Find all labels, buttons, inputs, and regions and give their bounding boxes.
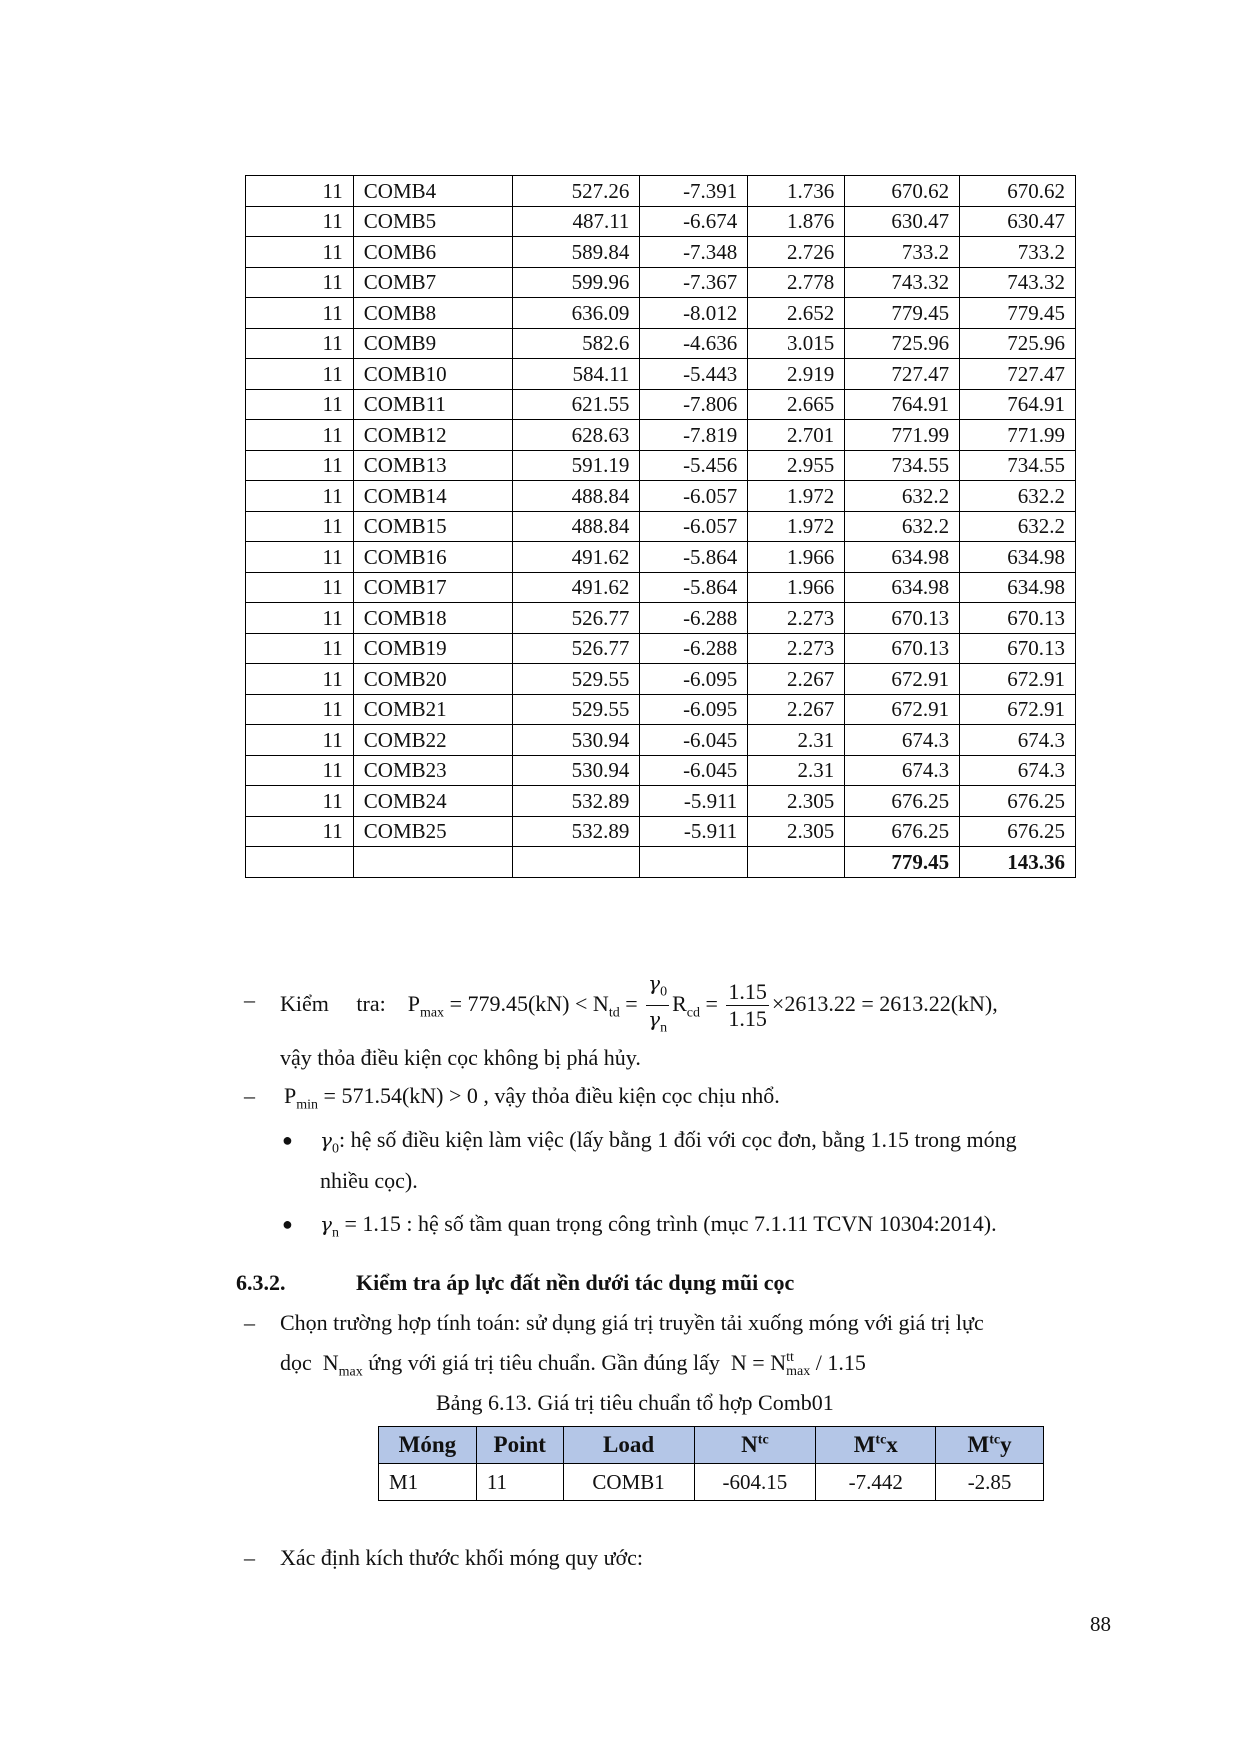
cell-point: 11 xyxy=(246,420,354,451)
bullet-gamma0-text: : hệ số điều kiện làm việc (lấy bằng 1 đối với cọc đơn, bằng 1.15 trong móng xyxy=(338,1127,1017,1152)
cell-value-2: -6.095 xyxy=(640,664,748,695)
cell-value-5: 632.2 xyxy=(960,481,1076,512)
cell-combo: COMB8 xyxy=(353,298,512,329)
cell-combo: COMB12 xyxy=(353,420,512,451)
ntt-sup: tt xyxy=(786,1349,794,1365)
cell-value-1: 628.63 xyxy=(512,420,640,451)
cell-combo: COMB16 xyxy=(353,542,512,573)
cell-mong: M1 xyxy=(379,1464,477,1501)
ntt-sub: max xyxy=(786,1363,811,1379)
cell-combo: COMB14 xyxy=(353,481,512,512)
eq-part-2: = xyxy=(619,990,644,1016)
cell-value-5: 672.91 xyxy=(960,664,1076,695)
cell-combo: COMB11 xyxy=(353,389,512,420)
cell-value-5: 779.45 xyxy=(960,298,1076,329)
cell-value-1: 584.11 xyxy=(512,359,640,390)
cell-value-1: 487.11 xyxy=(512,206,640,237)
cell-point: 11 xyxy=(246,603,354,634)
table-row xyxy=(246,267,1076,298)
cell-value-3: 2.267 xyxy=(748,664,845,695)
cell-point: 11 xyxy=(246,267,354,298)
choose-text-a: dọc N xyxy=(280,1350,339,1375)
cell-point: 11 xyxy=(246,359,354,390)
cell-value-1: 488.84 xyxy=(512,511,640,542)
cell-value-5: 725.96 xyxy=(960,328,1076,359)
r-sub: cd xyxy=(686,1005,700,1021)
cell-value-2: -7.348 xyxy=(640,237,748,268)
cell-value-4: 672.91 xyxy=(845,694,960,725)
ratio-bottom: 1.15 xyxy=(728,1006,767,1032)
cell-value-3: 1.972 xyxy=(748,511,845,542)
header-n: N xyxy=(741,1432,758,1457)
cell-value-5: 632.2 xyxy=(960,511,1076,542)
khoi-mong-line: Xác định kích thước khối móng quy ước: xyxy=(280,1545,643,1570)
summary-max: 779.45 xyxy=(845,847,960,878)
choose-case-line-2 xyxy=(280,1350,866,1380)
summary-second: 143.36 xyxy=(960,847,1076,878)
table-row xyxy=(246,450,1076,481)
cell-value-3: 2.273 xyxy=(748,603,845,634)
cell-point: 11 xyxy=(246,511,354,542)
cell-value-4: 670.13 xyxy=(845,633,960,664)
cell-point: 11 xyxy=(246,389,354,420)
cell-ntc: -604.15 xyxy=(694,1464,816,1501)
dash-marker: – xyxy=(244,987,255,1012)
ratio-top: 1.15 xyxy=(728,979,767,1005)
gamman-sub: n xyxy=(331,1225,339,1241)
cell-value-5: 670.13 xyxy=(960,603,1076,634)
cell-value-4: 632.2 xyxy=(845,511,960,542)
cell-value-3: 1.876 xyxy=(748,206,845,237)
table-row xyxy=(246,481,1076,512)
p-sub: min xyxy=(296,1097,319,1113)
cell-point: 11 xyxy=(246,450,354,481)
cell-value-3: 2.778 xyxy=(748,267,845,298)
cell-value-1: 491.62 xyxy=(512,572,640,603)
cell-value-4: 725.96 xyxy=(845,328,960,359)
cell-value-3: 2.267 xyxy=(748,694,845,725)
cell-combo: COMB23 xyxy=(353,755,512,786)
cell-point: 11 xyxy=(246,786,354,817)
cell-value-1: 582.6 xyxy=(512,328,640,359)
cell-value-5: 670.62 xyxy=(960,176,1076,207)
cell-combo: COMB10 xyxy=(353,359,512,390)
table-row xyxy=(246,633,1076,664)
bullet-gamma0-continued: nhiều cọc). xyxy=(320,1168,418,1193)
table-row xyxy=(246,572,1076,603)
gamman-sub: n xyxy=(660,1020,668,1036)
gamma0-symbol: γ xyxy=(648,971,661,995)
cell-value-5: 634.98 xyxy=(960,542,1076,573)
header-mx: M xyxy=(853,1432,876,1457)
cell-value-2: -5.911 xyxy=(640,816,748,847)
cell-value-4: 734.55 xyxy=(845,450,960,481)
cell-point: 11 xyxy=(246,572,354,603)
cell-value-5: 727.47 xyxy=(960,359,1076,390)
cell-value-5: 734.55 xyxy=(960,450,1076,481)
table-row xyxy=(246,816,1076,847)
table-row xyxy=(246,542,1076,573)
cell-value-1: 529.55 xyxy=(512,694,640,725)
table-row xyxy=(246,664,1076,695)
header-load: Load xyxy=(563,1427,694,1464)
eq-tail: ×2613.22 = 2613.22(kN), xyxy=(771,990,998,1016)
gamman-symbol: γ xyxy=(648,1007,661,1032)
cell-combo: COMB13 xyxy=(353,450,512,481)
cell-value-4: 672.91 xyxy=(845,664,960,695)
cell-value-2: -6.674 xyxy=(640,206,748,237)
cell-value-5: 630.47 xyxy=(960,206,1076,237)
cell-value-1: 532.89 xyxy=(512,816,640,847)
cell-point: 11 xyxy=(246,176,354,207)
cell-value-3: 2.305 xyxy=(748,816,845,847)
cell-value-1: 589.84 xyxy=(512,237,640,268)
cell-combo: COMB6 xyxy=(353,237,512,268)
cell-value-4: 676.25 xyxy=(845,786,960,817)
cell-point: 11 xyxy=(246,328,354,359)
cell-value-2: -6.045 xyxy=(640,755,748,786)
cell-combo: COMB7 xyxy=(353,267,512,298)
cell-value-3: 2.273 xyxy=(748,633,845,664)
cell-combo: COMB9 xyxy=(353,328,512,359)
check-lead: Kiểm tra: xyxy=(280,990,386,1016)
cell-mtcx: -7.442 xyxy=(816,1464,936,1501)
gamma0-sub: 0 xyxy=(331,1141,339,1157)
r-symbol: R xyxy=(672,990,687,1016)
cell-value-3: 3.015 xyxy=(748,328,845,359)
cell-value-5: 672.91 xyxy=(960,694,1076,725)
table-row xyxy=(246,176,1076,207)
cell-value-1: 621.55 xyxy=(512,389,640,420)
header-mtcy xyxy=(936,1427,1044,1464)
cell-value-3: 1.736 xyxy=(748,176,845,207)
choose-text-c: / 1.15 xyxy=(810,1350,866,1375)
cell-value-4: 743.32 xyxy=(845,267,960,298)
dash-marker: – xyxy=(244,1083,255,1108)
header-mtcx xyxy=(816,1427,936,1464)
nmax-sub: max xyxy=(338,1364,363,1380)
cell-value-3: 2.305 xyxy=(748,786,845,817)
page-number: 88 xyxy=(1090,1612,1111,1636)
bullet-dot: ● xyxy=(282,1130,293,1150)
cell-value-4: 779.45 xyxy=(845,298,960,329)
cell-combo: COMB4 xyxy=(353,176,512,207)
empty-cell xyxy=(246,847,354,878)
cell-point: 11 xyxy=(246,816,354,847)
cell-combo: COMB24 xyxy=(353,786,512,817)
section-title: Kiểm tra áp lực đất nền dưới tác dụng mũi cọc xyxy=(356,1270,795,1295)
cell-combo: COMB25 xyxy=(353,816,512,847)
cell-combo: COMB15 xyxy=(353,511,512,542)
cell-point: 11 xyxy=(246,481,354,512)
table-caption: Bảng 6.13. Giá trị tiêu chuẩn tổ hợp Comb01 xyxy=(436,1390,834,1415)
cell-value-3: 2.701 xyxy=(748,420,845,451)
cell-value-1: 530.94 xyxy=(512,725,640,756)
cell-point: 11 xyxy=(246,755,354,786)
cell-value-4: 634.98 xyxy=(845,572,960,603)
gamma0-symbol: γ xyxy=(320,1128,332,1152)
p-symbol: P xyxy=(284,1083,297,1108)
check-pmin xyxy=(284,1083,780,1113)
table-row xyxy=(246,725,1076,756)
cell-value-1: 526.77 xyxy=(512,633,640,664)
empty-cell xyxy=(748,847,845,878)
cell-value-2: -4.636 xyxy=(640,328,748,359)
header-point: Point xyxy=(476,1427,563,1464)
cell-value-2: -5.911 xyxy=(640,786,748,817)
check-pmax-formula xyxy=(280,970,998,1042)
cell-value-4: 676.25 xyxy=(845,816,960,847)
bullet-dot: ● xyxy=(282,1214,293,1234)
check-pmin-text: = 571.54(kN) > 0 , vậy thỏa điều kiện cọc chịu nhổ. xyxy=(318,1083,780,1108)
dash-marker: – xyxy=(244,1310,255,1335)
cell-combo: COMB21 xyxy=(353,694,512,725)
cell-value-1: 529.55 xyxy=(512,664,640,695)
bullet-gamman-text: = 1.15 : hệ số tầm quan trọng công trình (mục 7.1.11 TCVN 10304:2014). xyxy=(338,1211,997,1236)
table-row xyxy=(246,389,1076,420)
table-row xyxy=(246,786,1076,817)
empty-cell xyxy=(512,847,640,878)
cell-value-3: 2.919 xyxy=(748,359,845,390)
cell-value-4: 771.99 xyxy=(845,420,960,451)
combination-table xyxy=(245,175,1076,878)
cell-value-3: 1.972 xyxy=(748,481,845,512)
cell-value-1: 491.62 xyxy=(512,542,640,573)
cell-value-2: -6.045 xyxy=(640,725,748,756)
standard-values-table xyxy=(378,1426,1044,1501)
cell-combo: COMB19 xyxy=(353,633,512,664)
cell-value-5: 674.3 xyxy=(960,755,1076,786)
cell-value-5: 674.3 xyxy=(960,725,1076,756)
table-row xyxy=(246,603,1076,634)
cell-point: 11 xyxy=(246,298,354,329)
cell-value-5: 670.13 xyxy=(960,633,1076,664)
table-row xyxy=(246,298,1076,329)
cell-value-2: -8.012 xyxy=(640,298,748,329)
cell-value-4: 764.91 xyxy=(845,389,960,420)
cell-combo: COMB5 xyxy=(353,206,512,237)
cell-value-2: -6.095 xyxy=(640,694,748,725)
cell-value-5: 733.2 xyxy=(960,237,1076,268)
check-pmax-conclusion: vậy thỏa điều kiện cọc không bị phá hủy. xyxy=(280,1045,641,1070)
cell-point: 11 xyxy=(246,542,354,573)
cell-point: 11 xyxy=(246,206,354,237)
cell-value-2: -7.806 xyxy=(640,389,748,420)
cell-point: 11 xyxy=(246,237,354,268)
cell-value-5: 676.25 xyxy=(960,786,1076,817)
header-ntc xyxy=(694,1427,816,1464)
table-row xyxy=(246,755,1076,786)
empty-cell xyxy=(640,847,748,878)
section-number: 6.3.2. xyxy=(236,1270,286,1295)
cell-value-2: -5.456 xyxy=(640,450,748,481)
table-header-row xyxy=(379,1427,1044,1464)
cell-value-2: -6.288 xyxy=(640,633,748,664)
cell-value-2: -6.288 xyxy=(640,603,748,634)
cell-point: 11 xyxy=(246,633,354,664)
cell-value-4: 727.47 xyxy=(845,359,960,390)
table-row xyxy=(246,328,1076,359)
table-row xyxy=(246,420,1076,451)
n-sub: td xyxy=(608,1005,620,1021)
cell-value-3: 2.955 xyxy=(748,450,845,481)
header-mong: Móng xyxy=(379,1427,477,1464)
cell-value-1: 636.09 xyxy=(512,298,640,329)
gamma-fraction xyxy=(646,970,669,1042)
cell-value-4: 670.13 xyxy=(845,603,960,634)
cell-value-2: -7.391 xyxy=(640,176,748,207)
cell-value-4: 670.62 xyxy=(845,176,960,207)
cell-value-5: 676.25 xyxy=(960,816,1076,847)
gamma0-sub: 0 xyxy=(660,984,668,1000)
cell-value-2: -7.819 xyxy=(640,420,748,451)
cell-value-1: 599.96 xyxy=(512,267,640,298)
cell-value-2: -7.367 xyxy=(640,267,748,298)
gamman-symbol: γ xyxy=(320,1212,332,1236)
choose-text-b: ứng với giá trị tiêu chuẩn. Gần đúng lấy N = N xyxy=(362,1350,787,1375)
cell-point: 11 xyxy=(246,725,354,756)
cell-value-2: -5.864 xyxy=(640,572,748,603)
p-symbol: P xyxy=(407,990,420,1016)
cell-combo: COMB17 xyxy=(353,572,512,603)
table-row xyxy=(246,359,1076,390)
table-row xyxy=(246,511,1076,542)
cell-load: COMB1 xyxy=(563,1464,694,1501)
cell-value-3: 1.966 xyxy=(748,572,845,603)
table-row xyxy=(246,206,1076,237)
cell-point: 11 xyxy=(476,1464,563,1501)
cell-value-3: 2.726 xyxy=(748,237,845,268)
cell-value-1: 488.84 xyxy=(512,481,640,512)
cell-value-1: 526.77 xyxy=(512,603,640,634)
table-row xyxy=(246,694,1076,725)
cell-combo: COMB22 xyxy=(353,725,512,756)
cell-value-3: 2.665 xyxy=(748,389,845,420)
cell-value-2: -5.864 xyxy=(640,542,748,573)
cell-value-1: 527.26 xyxy=(512,176,640,207)
cell-mtcy: -2.85 xyxy=(936,1464,1044,1501)
cell-value-4: 674.3 xyxy=(845,725,960,756)
cell-combo: COMB18 xyxy=(353,603,512,634)
header-my-sup: tc xyxy=(989,1432,1001,1448)
dash-marker: – xyxy=(244,1545,255,1570)
header-mx-suffix: x xyxy=(886,1432,898,1457)
cell-combo: COMB20 xyxy=(353,664,512,695)
header-mx-sup: tc xyxy=(875,1432,887,1448)
cell-value-2: -6.057 xyxy=(640,511,748,542)
cell-value-3: 2.31 xyxy=(748,755,845,786)
summary-row xyxy=(246,847,1076,878)
cell-value-3: 2.31 xyxy=(748,725,845,756)
bullet-gamma0 xyxy=(320,1127,1017,1157)
header-my-suffix: y xyxy=(1000,1432,1012,1457)
table-row xyxy=(246,237,1076,268)
cell-point: 11 xyxy=(246,694,354,725)
empty-cell xyxy=(353,847,512,878)
cell-value-3: 1.966 xyxy=(748,542,845,573)
header-my: M xyxy=(967,1432,990,1457)
eq-part-3: = xyxy=(699,990,724,1016)
cell-value-1: 591.19 xyxy=(512,450,640,481)
eq-part-1: = 779.45(kN) < N xyxy=(444,990,609,1016)
cell-value-4: 632.2 xyxy=(845,481,960,512)
cell-point: 11 xyxy=(246,664,354,695)
header-n-sup: tc xyxy=(757,1432,769,1448)
bullet-gamman xyxy=(320,1211,997,1241)
cell-value-1: 532.89 xyxy=(512,786,640,817)
choose-case-line-1: Chọn trường hợp tính toán: sử dụng giá trị truyền tải xuống móng với giá trị lực xyxy=(280,1310,984,1335)
cell-value-4: 634.98 xyxy=(845,542,960,573)
cell-value-5: 764.91 xyxy=(960,389,1076,420)
cell-value-3: 2.652 xyxy=(748,298,845,329)
cell-value-5: 634.98 xyxy=(960,572,1076,603)
cell-value-2: -5.443 xyxy=(640,359,748,390)
cell-value-4: 733.2 xyxy=(845,237,960,268)
p-sub: max xyxy=(419,1005,445,1021)
ratio-fraction xyxy=(726,979,769,1032)
cell-value-4: 674.3 xyxy=(845,755,960,786)
cell-value-2: -6.057 xyxy=(640,481,748,512)
cell-value-4: 630.47 xyxy=(845,206,960,237)
table-row xyxy=(379,1464,1044,1501)
cell-value-5: 771.99 xyxy=(960,420,1076,451)
cell-value-5: 743.32 xyxy=(960,267,1076,298)
cell-value-1: 530.94 xyxy=(512,755,640,786)
